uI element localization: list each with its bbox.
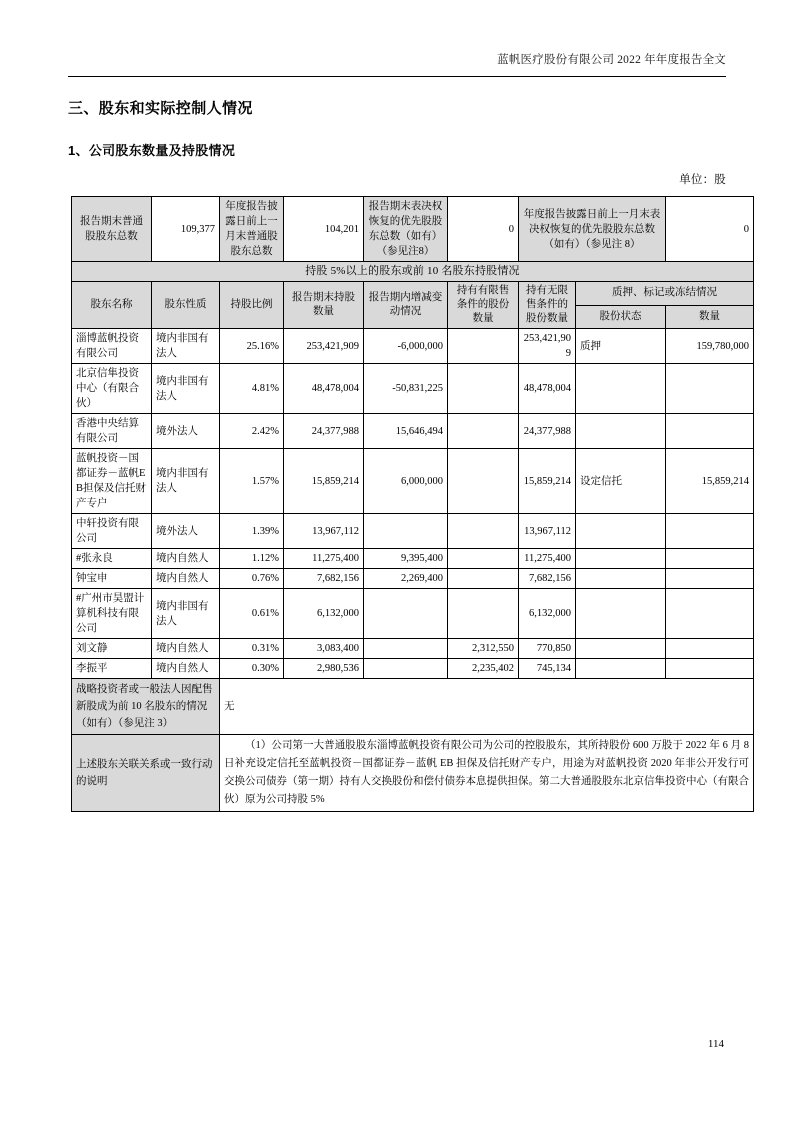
cell-unrestricted-shares: 13,967,112 — [519, 514, 576, 549]
cell-quantity — [666, 514, 754, 549]
cell-share-status: 质押 — [576, 329, 666, 364]
cell-unrestricted-shares: 253,421,909 — [519, 329, 576, 364]
column-header-holding-ratio: 持股比例 — [220, 282, 284, 329]
cell-shareholder-nature: 境内非国有法人 — [152, 329, 220, 364]
cell-shares-end-of-period: 3,083,400 — [284, 639, 364, 659]
summary-value-prior-month-total: 104,201 — [284, 197, 364, 262]
footer-label-related-parties: 上述股东关联关系或一致行动的说明 — [72, 735, 220, 812]
summary-value-ordinary-total: 109,377 — [152, 197, 220, 262]
cell-change-in-period: -6,000,000 — [364, 329, 448, 364]
table-banner: 持股 5%以上的股东或前 10 名股东持股情况 — [72, 262, 754, 282]
cell-share-status — [576, 514, 666, 549]
footer-value-related-parties — [220, 735, 754, 812]
cell-shareholder-name: 钟宝申 — [72, 569, 152, 589]
cell-unrestricted-shares: 24,377,988 — [519, 414, 576, 449]
column-header-restricted-shares: 持有有限售条件的股份数量 — [448, 282, 519, 329]
shareholders-table-wrapper — [71, 196, 749, 812]
column-header-unrestricted-shares: 持有无限售条件的股份数量 — [519, 282, 576, 329]
summary-label-prior-month-total: 年度报告披露日前上一月末普通股股东总数 — [220, 197, 284, 262]
cell-change-in-period: 2,269,400 — [364, 569, 448, 589]
table-row — [72, 569, 754, 589]
table-body — [72, 329, 754, 679]
unit-note: 单位：股 — [679, 174, 726, 186]
table-row — [72, 329, 754, 364]
cell-holding-ratio: 0.61% — [220, 589, 284, 639]
footer-paragraph-related-parties: （1）公司第一大普通股股东淄博蓝帆投资有限公司为公司的控股股东，其所持股份 600 万股于 2022 年 6 月 8 日补充设定信托至蓝帆投资－国都证券－蓝帆 EB 担保及信托财产专户，用途为对蓝帆投资 2020 年非公开发行可交换公司债券（第一期）持有人交换股份和偿付债券本息提供担保。第二大普通股股东北京信隼投资中心（有限合伙）原为公司持股 5% — [224, 740, 749, 805]
cell-share-status — [576, 549, 666, 569]
cell-unrestricted-shares: 11,275,400 — [519, 549, 576, 569]
cell-holding-ratio: 0.76% — [220, 569, 284, 589]
table-row — [72, 514, 754, 549]
cell-shareholder-nature: 境内自然人 — [152, 569, 220, 589]
cell-unrestricted-shares: 745,134 — [519, 659, 576, 679]
cell-change-in-period — [364, 514, 448, 549]
cell-shares-end-of-period: 253,421,909 — [284, 329, 364, 364]
cell-shares-end-of-period: 2,980,536 — [284, 659, 364, 679]
cell-quantity: 15,859,214 — [666, 449, 754, 514]
cell-share-status — [576, 569, 666, 589]
cell-shareholder-nature: 境内自然人 — [152, 659, 220, 679]
cell-restricted-shares — [448, 569, 519, 589]
cell-restricted-shares: 2,312,550 — [448, 639, 519, 659]
column-header-shareholder-nature: 股东性质 — [152, 282, 220, 329]
cell-shareholder-name: 淄博蓝帆投资有限公司 — [72, 329, 152, 364]
summary-value-preferred-prior-month: 0 — [666, 197, 754, 262]
column-header-share-status: 股份状态 — [576, 305, 666, 329]
cell-unrestricted-shares: 15,859,214 — [519, 449, 576, 514]
cell-restricted-shares — [448, 514, 519, 549]
page-title: 三、股东和实际控制人情况 — [68, 100, 253, 117]
cell-quantity — [666, 414, 754, 449]
cell-shareholder-nature: 境内自然人 — [152, 549, 220, 569]
cell-change-in-period — [364, 659, 448, 679]
cell-share-status — [576, 414, 666, 449]
table-banner-row — [72, 262, 754, 282]
cell-quantity — [666, 364, 754, 414]
cell-quantity — [666, 639, 754, 659]
cell-shareholder-nature: 境内非国有法人 — [152, 589, 220, 639]
footer-row-related-parties — [72, 735, 754, 812]
cell-holding-ratio: 1.12% — [220, 549, 284, 569]
footer-label-strategic-investors: 战略投资者或一般法人因配售新股成为前 10 名股东的情况（如有）（参见注 3） — [72, 679, 220, 735]
header-divider — [68, 76, 726, 77]
cell-shares-end-of-period: 15,859,214 — [284, 449, 364, 514]
cell-shareholder-nature: 境外法人 — [152, 514, 220, 549]
cell-restricted-shares — [448, 449, 519, 514]
cell-quantity — [666, 569, 754, 589]
cell-holding-ratio: 2.42% — [220, 414, 284, 449]
summary-value-preferred-restored: 0 — [448, 197, 519, 262]
running-header: 蓝帆医疗股份有限公司 2022 年年度报告全文 — [497, 54, 726, 66]
footer-value-strategic-investors: 无 — [220, 679, 754, 735]
cell-quantity — [666, 589, 754, 639]
cell-restricted-shares — [448, 589, 519, 639]
cell-unrestricted-shares: 770,850 — [519, 639, 576, 659]
cell-shares-end-of-period: 13,967,112 — [284, 514, 364, 549]
table-row — [72, 659, 754, 679]
cell-shareholder-nature: 境外法人 — [152, 414, 220, 449]
shareholders-table — [71, 196, 754, 812]
cell-holding-ratio: 4.81% — [220, 364, 284, 414]
cell-shareholder-nature: 境内非国有法人 — [152, 449, 220, 514]
table-row — [72, 449, 754, 514]
cell-restricted-shares — [448, 549, 519, 569]
cell-change-in-period: -50,831,225 — [364, 364, 448, 414]
footer-row-strategic-investors — [72, 679, 754, 735]
cell-change-in-period: 9,395,400 — [364, 549, 448, 569]
cell-change-in-period: 15,646,494 — [364, 414, 448, 449]
cell-shareholder-name: 香港中央结算有限公司 — [72, 414, 152, 449]
cell-share-status — [576, 639, 666, 659]
cell-holding-ratio: 1.57% — [220, 449, 284, 514]
table-row — [72, 414, 754, 449]
cell-share-status — [576, 364, 666, 414]
cell-shares-end-of-period: 6,132,000 — [284, 589, 364, 639]
cell-restricted-shares: 2,235,402 — [448, 659, 519, 679]
subsection-title: 1、公司股东数量及持股情况 — [68, 143, 236, 158]
column-header-shares-end-of-period: 报告期末持股数量 — [284, 282, 364, 329]
summary-label-preferred-restored: 报告期末表决权恢复的优先股股东总数（如有）（参见注8） — [364, 197, 448, 262]
cell-shareholder-nature: 境内自然人 — [152, 639, 220, 659]
cell-shares-end-of-period: 11,275,400 — [284, 549, 364, 569]
cell-shareholder-nature: 境内非国有法人 — [152, 364, 220, 414]
table-row — [72, 549, 754, 569]
table-row — [72, 364, 754, 414]
cell-change-in-period: 6,000,000 — [364, 449, 448, 514]
cell-quantity — [666, 549, 754, 569]
cell-change-in-period — [364, 589, 448, 639]
cell-holding-ratio: 1.39% — [220, 514, 284, 549]
cell-restricted-shares — [448, 329, 519, 364]
cell-share-status: 设定信托 — [576, 449, 666, 514]
column-header-quantity: 数量 — [666, 305, 754, 329]
cell-share-status — [576, 659, 666, 679]
cell-quantity — [666, 659, 754, 679]
column-header-shareholder-name: 股东名称 — [72, 282, 152, 329]
cell-shareholder-name: 蓝帆投资－国都证券－蓝帆EB担保及信托财产专户 — [72, 449, 152, 514]
summary-label-ordinary-total: 报告期末普通股股东总数 — [72, 197, 152, 262]
cell-quantity: 159,780,000 — [666, 329, 754, 364]
cell-restricted-shares — [448, 364, 519, 414]
summary-label-preferred-prior-month: 年度报告披露日前上一月末表决权恢复的优先股股东总数（如有）（参见注 8） — [519, 197, 666, 262]
cell-shares-end-of-period: 48,478,004 — [284, 364, 364, 414]
cell-shareholder-name: 刘文静 — [72, 639, 152, 659]
cell-shareholder-name: 北京信隼投资中心（有限合伙） — [72, 364, 152, 414]
cell-shares-end-of-period: 7,682,156 — [284, 569, 364, 589]
cell-holding-ratio: 0.30% — [220, 659, 284, 679]
cell-share-status — [576, 589, 666, 639]
table-row — [72, 589, 754, 639]
table-row — [72, 639, 754, 659]
column-header-change-in-period: 报告期内增减变动情况 — [364, 282, 448, 329]
cell-shareholder-name: 中轩投资有限公司 — [72, 514, 152, 549]
cell-shareholder-name: #广州市昊盟计算机科技有限公司 — [72, 589, 152, 639]
cell-holding-ratio: 0.31% — [220, 639, 284, 659]
page-number: 114 — [707, 1038, 724, 1050]
summary-row — [72, 197, 754, 262]
column-header-pledge-group: 质押、标记或冻结情况 — [576, 282, 754, 306]
cell-shareholder-name: #张永良 — [72, 549, 152, 569]
cell-unrestricted-shares: 48,478,004 — [519, 364, 576, 414]
cell-unrestricted-shares: 7,682,156 — [519, 569, 576, 589]
cell-restricted-shares — [448, 414, 519, 449]
table-header-row-1 — [72, 282, 754, 306]
cell-holding-ratio: 25.16% — [220, 329, 284, 364]
cell-shares-end-of-period: 24,377,988 — [284, 414, 364, 449]
cell-shareholder-name: 李振平 — [72, 659, 152, 679]
cell-unrestricted-shares: 6,132,000 — [519, 589, 576, 639]
cell-change-in-period — [364, 639, 448, 659]
